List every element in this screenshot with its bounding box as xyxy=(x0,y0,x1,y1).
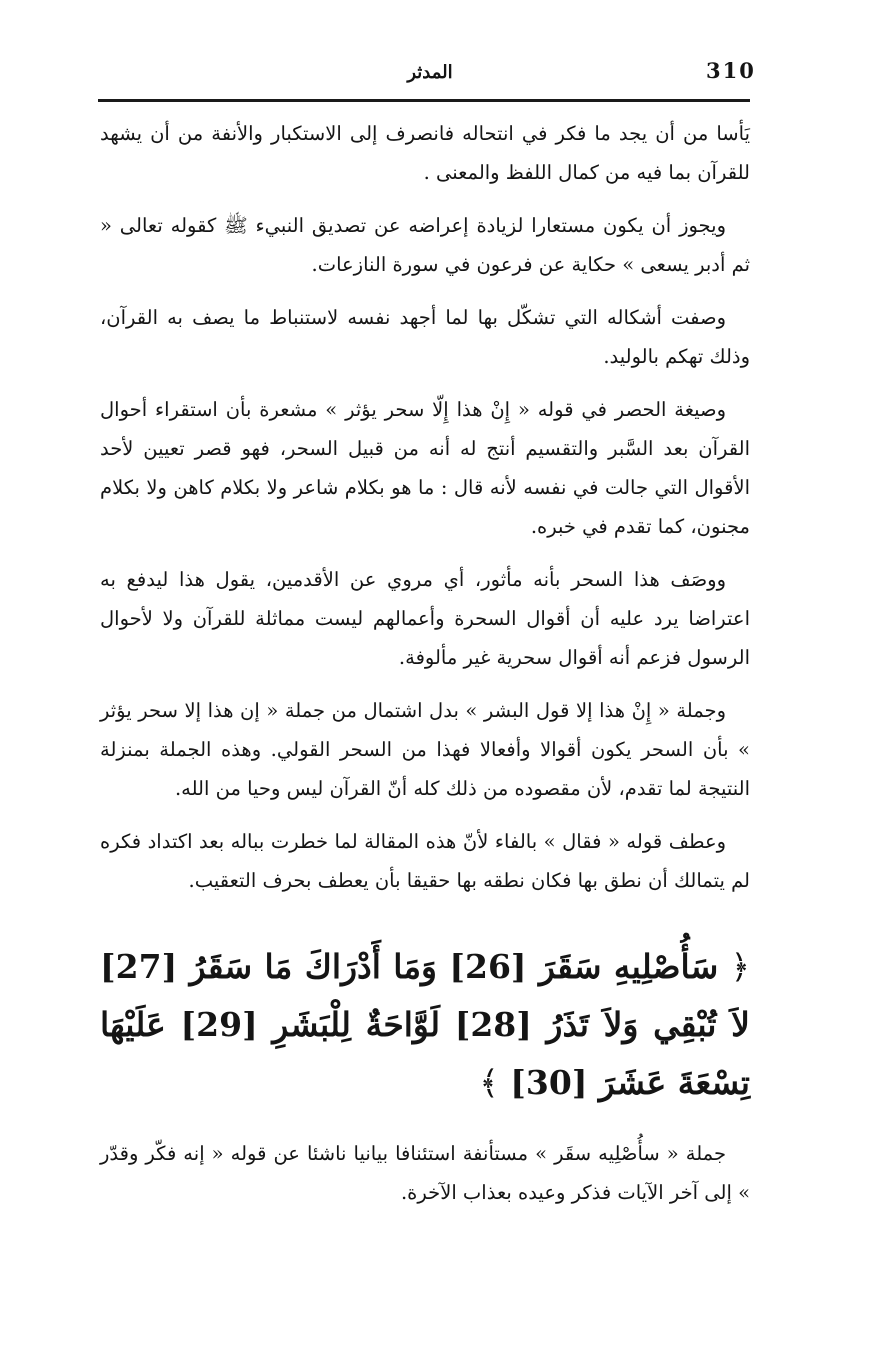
paragraph: ويجوز أن يكون مستعارا لزيادة إعراضه عن تصديق النبيء ﷺ كقوله تعالى « ثم أدبر يسعى » حكاية عن فرعون في سورة النازعات. xyxy=(100,214,750,276)
verse-open-bracket: ﴿ xyxy=(730,947,750,986)
paragraph: وعطف قوله « فقال » بالفاء لأنّ هذه المقالة لما خطرت بباله بعد اكتداد فكره لم يتمالك أن نطق بها فكان نطقه بها حقيقا بأن يعطف بحرف التعقيب. xyxy=(100,830,750,892)
verse-close-bracket: ﴾ xyxy=(479,1063,499,1102)
paragraph: وصيغة الحصر في قوله « إِنْ هذا إِلّا سحر يؤثر » مشعرة بأن استقراء أحوال القرآن بعد السَّبر والتقسيم أنتج له أنه من قبيل السحر، فهو قصر تعيين لأحد الأقوال التي جالت في نفسه لأنه قال : ما هو بكلام شاعر ولا بكلام كاهن ولا بكلام مجنون، كما تقدم في خبره. xyxy=(100,398,750,538)
verse-text: سَأُصْلِيهِ سَقَرَ [26] وَمَا أَدْرَاكَ مَا سَقَرُ [27] لاَ تُبْقِي وَلاَ تَذَرُ [28] لَوَّاحَةٌ لِلْبَشَرِ [29] عَلَيْهَا تِسْعَةَ عَشَرَ [30] xyxy=(100,947,750,1102)
page-body xyxy=(100,114,750,1226)
quran-verse xyxy=(100,938,750,1112)
page-number: 310 xyxy=(706,58,756,83)
closing-paragraph: جملة « سأُصْلِيه سقَر » مستأنفة استئنافا بيانيا ناشئا عن قوله « إنه فكّر وقدّر » إلى آخر الآيات فذكر وعيده بعذاب الآخرة. xyxy=(100,1142,750,1204)
paragraph: يَأسا من أن يجد ما فكر في انتحاله فانصرف إلى الاستكبار والأنفة من أن يشهد للقرآن بما فيه من كمال اللفظ والمعنى . xyxy=(100,122,750,184)
paragraph: وجملة « إِنْ هذا إلا قول البشر » بدل اشتمال من جملة « إن هذا إلا سحر يؤثر » بأن السحر يكون أقوالا وأفعالا فهذا من السحر القولي. وهذه الجملة بمنزلة النتيجة لما تقدم، لأن مقصوده من ذلك كله أنّ القرآن ليس وحيا من الله. xyxy=(100,699,750,800)
paragraph: وصفت أشكاله التي تشكّل بها لما أجهد نفسه لاستنباط ما يصف به القرآن، وذلك تهكم بالوليد. xyxy=(100,306,750,368)
header-rule xyxy=(98,99,750,102)
paragraph: ووصَف هذا السحر بأنه مأثور، أي مروي عن الأقدمين، يقول هذا ليدفع به اعتراضا يرد عليه أن أقوال السحرة وأعمالهم ليست مماثلة للقرآن ولا لأحوال الرسول فزعم أنه أقوال سحرية غير مألوفة. xyxy=(100,568,750,669)
running-head: المدثر xyxy=(407,62,453,83)
